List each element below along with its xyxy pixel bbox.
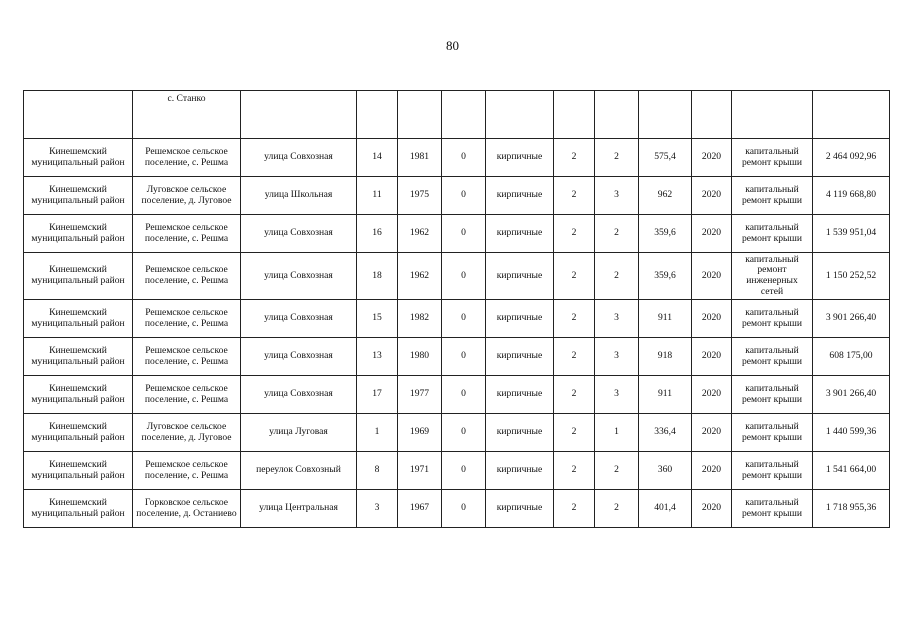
plan-year-cell: 2020 — [692, 452, 732, 490]
district-cell: Кинешемский муниципальный район — [24, 414, 133, 452]
area-cell: 911 — [639, 376, 692, 414]
wall-material-cell: кирпичные — [486, 177, 554, 215]
cost-cell: 1 539 951,04 — [813, 215, 890, 253]
district-cell: Кинешемский муниципальный район — [24, 452, 133, 490]
year-built-cell: 1969 — [398, 414, 442, 452]
settlement-cell: Горковское сельское поселение, д. Останиево — [133, 490, 241, 528]
zero-value-cell: 0 — [442, 490, 486, 528]
settlement-cell: с. Станко — [133, 91, 241, 139]
work-type-cell: капитальный ремонт крыши — [732, 338, 813, 376]
zero-value-cell: 0 — [442, 452, 486, 490]
district-cell: Кинешемский муниципальный район — [24, 376, 133, 414]
entrances-cell: 2 — [595, 215, 639, 253]
entrances-cell: 3 — [595, 376, 639, 414]
floors-cell: 2 — [554, 452, 595, 490]
street-cell: улица Совхозная — [241, 338, 357, 376]
page-number: 80 — [446, 38, 459, 53]
street-cell: улица Совхозная — [241, 376, 357, 414]
floors-cell: 2 — [554, 414, 595, 452]
floors-cell — [554, 91, 595, 139]
year-built-cell — [398, 91, 442, 139]
district-cell: Кинешемский муниципальный район — [24, 338, 133, 376]
work-type-cell: капитальный ремонт крыши — [732, 414, 813, 452]
work-type-cell — [732, 91, 813, 139]
table-row — [24, 300, 890, 338]
cost-cell: 1 440 599,36 — [813, 414, 890, 452]
street-cell: улица Совхозная — [241, 215, 357, 253]
settlement-cell: Решемское сельское поселение, с. Решма — [133, 452, 241, 490]
zero-value-cell: 0 — [442, 139, 486, 177]
street-cell — [241, 91, 357, 139]
entrances-cell: 3 — [595, 177, 639, 215]
cost-cell: 1 541 664,00 — [813, 452, 890, 490]
zero-value-cell — [442, 91, 486, 139]
district-cell: Кинешемский муниципальный район — [24, 490, 133, 528]
area-cell — [639, 91, 692, 139]
work-type-cell: капитальный ремонт инженерных сетей — [732, 253, 813, 300]
area-cell: 911 — [639, 300, 692, 338]
plan-year-cell: 2020 — [692, 376, 732, 414]
wall-material-cell: кирпичные — [486, 376, 554, 414]
wall-material-cell: кирпичные — [486, 490, 554, 528]
entrances-cell: 2 — [595, 139, 639, 177]
area-cell: 336,4 — [639, 414, 692, 452]
district-cell: Кинешемский муниципальный район — [24, 253, 133, 300]
area-cell: 401,4 — [639, 490, 692, 528]
cost-cell: 3 901 266,40 — [813, 376, 890, 414]
work-type-cell: капитальный ремонт крыши — [732, 300, 813, 338]
zero-value-cell: 0 — [442, 215, 486, 253]
settlement-cell: Решемское сельское поселение, с. Решма — [133, 253, 241, 300]
plan-year-cell: 2020 — [692, 215, 732, 253]
table-row — [24, 452, 890, 490]
cost-cell: 3 901 266,40 — [813, 300, 890, 338]
table-row — [24, 414, 890, 452]
settlement-cell: Решемское сельское поселение, с. Решма — [133, 300, 241, 338]
zero-value-cell: 0 — [442, 253, 486, 300]
plan-year-cell — [692, 91, 732, 139]
street-cell: улица Школьная — [241, 177, 357, 215]
floors-cell: 2 — [554, 376, 595, 414]
year-built-cell: 1980 — [398, 338, 442, 376]
table-row — [24, 338, 890, 376]
entrances-cell: 1 — [595, 414, 639, 452]
floors-cell: 2 — [554, 139, 595, 177]
plan-year-cell: 2020 — [692, 338, 732, 376]
house-number-cell — [357, 91, 398, 139]
floors-cell: 2 — [554, 253, 595, 300]
year-built-cell: 1982 — [398, 300, 442, 338]
street-cell: улица Совхозная — [241, 139, 357, 177]
plan-year-cell: 2020 — [692, 253, 732, 300]
cost-cell: 4 119 668,80 — [813, 177, 890, 215]
house-number-cell: 17 — [357, 376, 398, 414]
zero-value-cell: 0 — [442, 300, 486, 338]
year-built-cell: 1962 — [398, 215, 442, 253]
district-cell: Кинешемский муниципальный район — [24, 215, 133, 253]
street-cell: улица Совхозная — [241, 253, 357, 300]
street-cell: улица Центральная — [241, 490, 357, 528]
street-cell: переулок Совхозный — [241, 452, 357, 490]
plan-year-cell: 2020 — [692, 139, 732, 177]
cost-cell — [813, 91, 890, 139]
zero-value-cell: 0 — [442, 338, 486, 376]
work-type-cell: капитальный ремонт крыши — [732, 139, 813, 177]
work-type-cell: капитальный ремонт крыши — [732, 452, 813, 490]
wall-material-cell: кирпичные — [486, 300, 554, 338]
work-type-cell: капитальный ремонт крыши — [732, 490, 813, 528]
year-built-cell: 1962 — [398, 253, 442, 300]
plan-year-cell: 2020 — [692, 414, 732, 452]
floors-cell: 2 — [554, 490, 595, 528]
settlement-cell: Решемское сельское поселение, с. Решма — [133, 338, 241, 376]
floors-cell: 2 — [554, 300, 595, 338]
wall-material-cell: кирпичные — [486, 452, 554, 490]
district-cell: Кинешемский муниципальный район — [24, 139, 133, 177]
entrances-cell: 2 — [595, 253, 639, 300]
wall-material-cell: кирпичные — [486, 253, 554, 300]
plan-year-cell: 2020 — [692, 300, 732, 338]
settlement-cell: Решемское сельское поселение, с. Решма — [133, 139, 241, 177]
district-cell: Кинешемский муниципальный район — [24, 177, 133, 215]
zero-value-cell: 0 — [442, 414, 486, 452]
house-number-cell: 13 — [357, 338, 398, 376]
wall-material-cell: кирпичные — [486, 338, 554, 376]
table-row — [24, 376, 890, 414]
house-number-cell: 8 — [357, 452, 398, 490]
plan-year-cell: 2020 — [692, 490, 732, 528]
area-cell: 360 — [639, 452, 692, 490]
cost-cell: 1 718 955,36 — [813, 490, 890, 528]
area-cell: 918 — [639, 338, 692, 376]
floors-cell: 2 — [554, 338, 595, 376]
settlement-cell: Луговское сельское поселение, д. Луговое — [133, 177, 241, 215]
house-number-cell: 15 — [357, 300, 398, 338]
house-number-cell: 14 — [357, 139, 398, 177]
wall-material-cell: кирпичные — [486, 414, 554, 452]
house-number-cell: 18 — [357, 253, 398, 300]
entrances-cell: 3 — [595, 338, 639, 376]
house-number-cell: 11 — [357, 177, 398, 215]
cost-cell: 2 464 092,96 — [813, 139, 890, 177]
house-number-cell: 1 — [357, 414, 398, 452]
table-row — [24, 215, 890, 253]
district-cell: Кинешемский муниципальный район — [24, 300, 133, 338]
year-built-cell: 1967 — [398, 490, 442, 528]
settlement-cell: Решемское сельское поселение, с. Решма — [133, 215, 241, 253]
floors-cell: 2 — [554, 177, 595, 215]
cost-cell: 1 150 252,52 — [813, 253, 890, 300]
house-number-cell: 3 — [357, 490, 398, 528]
entrances-cell: 2 — [595, 490, 639, 528]
area-cell: 359,6 — [639, 215, 692, 253]
table-row — [24, 490, 890, 528]
zero-value-cell: 0 — [442, 376, 486, 414]
year-built-cell: 1981 — [398, 139, 442, 177]
work-type-cell: капитальный ремонт крыши — [732, 177, 813, 215]
district-cell — [24, 91, 133, 139]
table-row-continued — [24, 91, 890, 139]
table-row — [24, 253, 890, 300]
floors-cell: 2 — [554, 215, 595, 253]
housing-repair-table — [23, 90, 890, 528]
table-row — [24, 139, 890, 177]
zero-value-cell: 0 — [442, 177, 486, 215]
area-cell: 575,4 — [639, 139, 692, 177]
year-built-cell: 1971 — [398, 452, 442, 490]
table-row — [24, 177, 890, 215]
settlement-cell: Луговское сельское поселение, д. Луговое — [133, 414, 241, 452]
street-cell: улица Совхозная — [241, 300, 357, 338]
wall-material-cell: кирпичные — [486, 215, 554, 253]
year-built-cell: 1977 — [398, 376, 442, 414]
area-cell: 962 — [639, 177, 692, 215]
street-cell: улица Луговая — [241, 414, 357, 452]
entrances-cell — [595, 91, 639, 139]
entrances-cell: 3 — [595, 300, 639, 338]
area-cell: 359,6 — [639, 253, 692, 300]
plan-year-cell: 2020 — [692, 177, 732, 215]
year-built-cell: 1975 — [398, 177, 442, 215]
settlement-cell: Решемское сельское поселение, с. Решма — [133, 376, 241, 414]
entrances-cell: 2 — [595, 452, 639, 490]
house-number-cell: 16 — [357, 215, 398, 253]
wall-material-cell — [486, 91, 554, 139]
cost-cell: 608 175,00 — [813, 338, 890, 376]
wall-material-cell: кирпичные — [486, 139, 554, 177]
work-type-cell: капитальный ремонт крыши — [732, 376, 813, 414]
work-type-cell: капитальный ремонт крыши — [732, 215, 813, 253]
table-body — [24, 91, 890, 528]
